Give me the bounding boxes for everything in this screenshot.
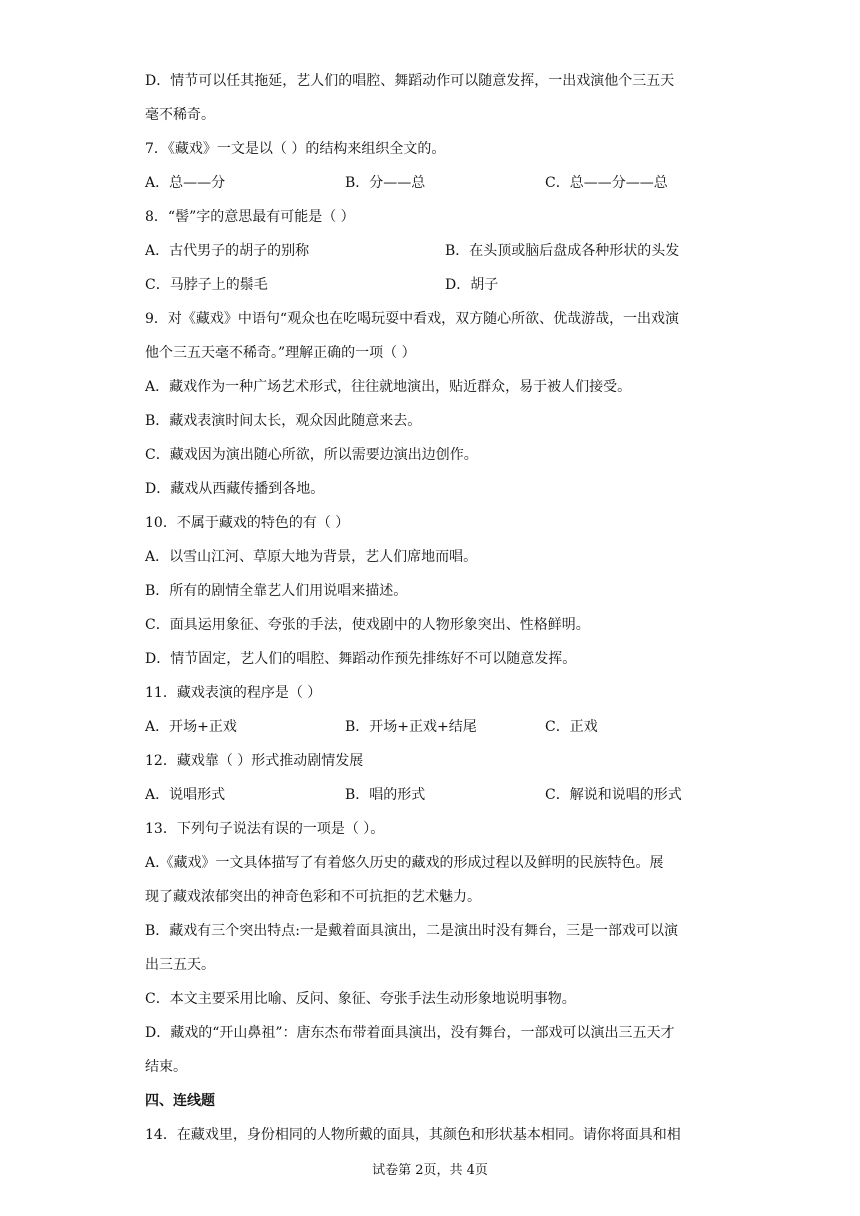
- page-footer: 试卷第 2页，共 4页: [372, 1163, 488, 1178]
- q12-option-a: A．说唱形式: [145, 787, 226, 803]
- q7-option-c: C．总——分——总: [545, 175, 668, 191]
- q10-option-d: D．情节固定，艺人们的唱腔、舞蹈动作预先排练好不可以随意发挥。: [145, 651, 577, 667]
- q9-option-d: D．藏戏从西藏传播到各地。: [145, 481, 325, 497]
- question-14: 14．在藏戏里，身份相同的人物所戴的面具，其颜色和形状基本相同。请你将面具和相: [145, 1127, 681, 1143]
- question-12: 12．藏戏靠（ ）形式推动剧情发展: [145, 753, 364, 769]
- q11-option-b: B．开场+正戏+结尾: [345, 719, 477, 735]
- q7-option-a: A．总——分: [145, 175, 226, 191]
- section-heading-matching: 四、连线题: [145, 1093, 215, 1109]
- question-13: 13．下列句子说法有误的一项是（ ）。: [145, 821, 385, 837]
- q13-option-d-line2: 结束。: [145, 1059, 187, 1075]
- q13-option-d-line1: D．藏戏的“开山鼻祖”：唐东杰布带着面具演出，没有舞台，一部戏可以演出三五天才: [145, 1025, 675, 1041]
- q10-option-c: C．面具运用象征、夸张的手法，使戏剧中的人物形象突出、性格鲜明。: [145, 617, 590, 633]
- q13-option-a-line1: A.《藏戏》一文具体描写了有着悠久历史的藏戏的形成过程以及鲜明的民族特色。展: [145, 855, 664, 871]
- q12-option-c: C．解说和说唱的形式: [545, 787, 682, 803]
- q10-option-b: B．所有的剧情全靠艺人们用说唱来描述。: [145, 583, 408, 599]
- q13-option-a-line2: 现了藏戏浓郁突出的神奇色彩和不可抗拒的艺术魅力。: [145, 889, 481, 905]
- q7-option-b: B．分——总: [345, 175, 426, 191]
- q8-option-a: A．古代男子的胡子的别称: [145, 243, 310, 259]
- question-11: 11．藏戏表演的程序是（ ）: [145, 685, 322, 701]
- q11-option-a: A．开场+正戏: [145, 719, 237, 735]
- q12-option-b: B．唱的形式: [345, 787, 426, 803]
- question-7: 7．《藏戏》一文是以（ ）的结构来组织全文的。: [145, 141, 446, 157]
- question-10: 10．不属于藏戏的特色的有（ ）: [145, 515, 350, 531]
- q13-option-b-line1: B．藏戏有三个突出特点:一是戴着面具演出，二是演出时没有舞台，三是一部戏可以演: [145, 923, 679, 939]
- question-8: 8．“髻”字的意思最有可能是（ ）: [145, 209, 355, 225]
- q9-option-a: A．藏戏作为一种广场艺术形式，往往就地演出，贴近群众，易于被人们接受。: [145, 379, 632, 395]
- q8-option-c: C．马脖子上的鬃毛: [145, 277, 268, 293]
- q13-option-b-line2: 出三五天。: [145, 957, 215, 973]
- question-9-line1: 9．对《藏戏》中语句“观众也在吃喝玩耍中看戏，双方随心所欲、优哉游哉，一出戏演: [145, 311, 680, 327]
- q8-option-b: B．在头顶或脑后盘成各种形状的头发: [445, 243, 680, 259]
- q6-option-d-line2: 毫不稀奇。: [145, 107, 215, 123]
- q9-option-c: C．藏戏因为演出随心所欲，所以需要边演出边创作。: [145, 447, 478, 463]
- q9-option-b: B．藏戏表演时间太长，观众因此随意来去。: [145, 413, 422, 429]
- q6-option-d-line1: D．情节可以任其拖延，艺人们的唱腔、舞蹈动作可以随意发挥，一出戏演他个三五天: [145, 73, 675, 89]
- q11-option-c: C．正戏: [545, 719, 598, 735]
- q10-option-a: A．以雪山江河、草原大地为背景，艺人们席地而唱。: [145, 549, 478, 565]
- q8-option-d: D．胡子: [445, 277, 499, 293]
- question-9-line2: 他个三五天毫不稀奇。”理解正确的一项（ ）: [145, 345, 416, 361]
- q13-option-c: C．本文主要采用比喻、反问、象征、夸张手法生动形象地说明事物。: [145, 991, 576, 1007]
